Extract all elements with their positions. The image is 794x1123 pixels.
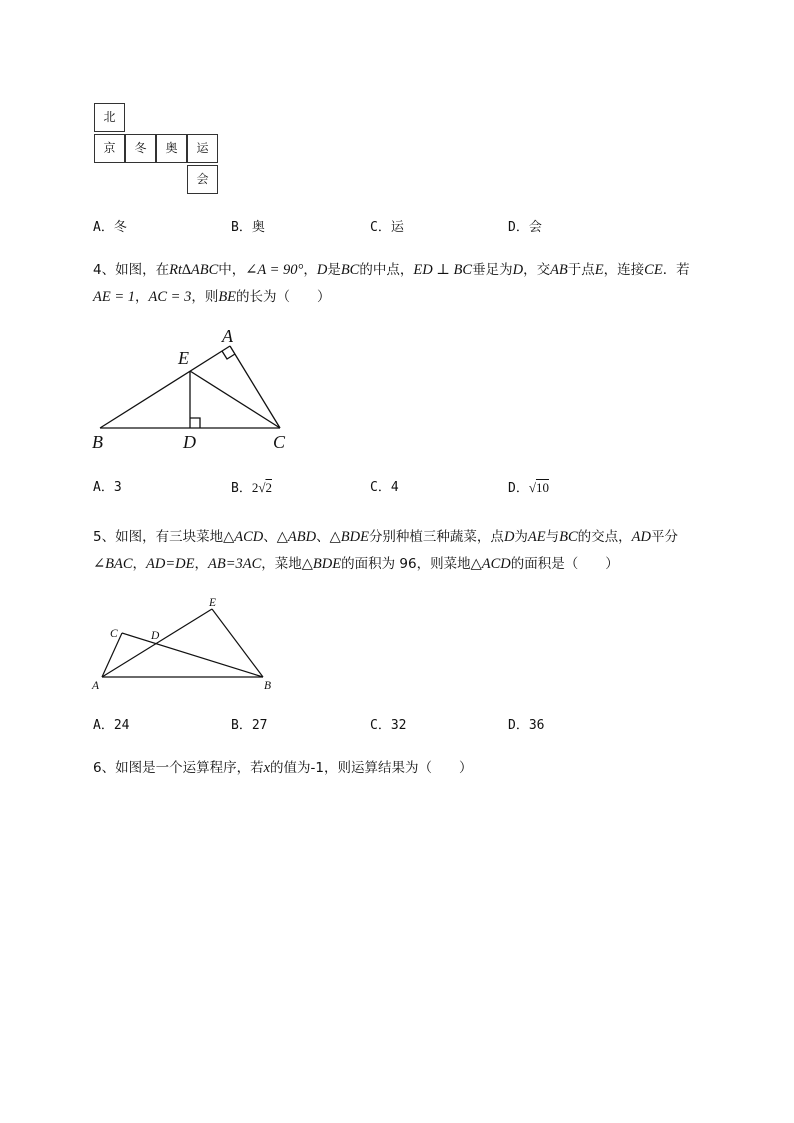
sqrt-sign: √ — [258, 480, 266, 495]
question-number: 6、 — [93, 760, 116, 776]
option-c[interactable]: C．4 — [370, 480, 399, 495]
option-a[interactable]: A．24 — [93, 718, 130, 733]
label-e: E — [209, 597, 217, 609]
option-d[interactable]: D．会 — [508, 220, 542, 235]
segment-ba — [100, 346, 230, 428]
segment-cb — [122, 633, 263, 677]
option-c[interactable]: C．32 — [370, 718, 407, 733]
q4-triangle-figure — [88, 322, 298, 456]
sqrt-sign: √ — [528, 480, 536, 495]
segment-ac — [230, 346, 280, 428]
segment-ec — [190, 371, 280, 428]
segment-eb — [212, 609, 263, 677]
label-d: D — [151, 630, 160, 642]
question-6: 6、如图是一个运算程序，若x的值为-1，则运算结果为（ ） — [93, 760, 473, 776]
label-c: C — [273, 432, 286, 452]
option-b[interactable]: B．27 — [231, 718, 268, 733]
segment-ae — [102, 609, 212, 677]
q5-line-2: ∠BAC，AD=DE，AB=3AC，菜地△BDE的面积为 96，则菜地△ACD的面积是（ ） — [93, 556, 619, 572]
right-angle-mark-d — [190, 418, 200, 428]
net-cell: 北 — [94, 103, 125, 132]
option-d[interactable]: D．√10 — [508, 480, 549, 496]
label-d: D — [183, 432, 196, 452]
label-b: B — [264, 680, 272, 692]
net-cell: 运 — [187, 134, 218, 163]
option-d[interactable]: D．36 — [508, 718, 545, 733]
label-a: A — [222, 326, 233, 346]
net-cell: 奥 — [156, 134, 187, 163]
label-b: B — [92, 432, 103, 452]
question-number: 4、 — [93, 262, 116, 278]
q5-triangle-figure — [88, 593, 288, 693]
option-c[interactable]: C．运 — [370, 220, 404, 235]
net-cell: 冬 — [125, 134, 156, 163]
net-cell: 京 — [94, 134, 125, 163]
option-b[interactable]: B．2√2 — [231, 480, 272, 496]
option-a[interactable]: A．3 — [93, 480, 122, 495]
q5-line-1: 5、如图，有三块菜地△ACD、△ABD、△BDE分别种植三种蔬菜，点D为AE与BC的交点，AD平分 — [93, 529, 679, 545]
option-b[interactable]: B．奥 — [231, 220, 265, 235]
label-e: E — [178, 348, 189, 368]
option-a[interactable]: A．冬 — [93, 220, 127, 235]
label-a: A — [92, 680, 100, 692]
q4-line-1: 4、如图，在Rt∆ABC中，∠A = 90°，D是BC的中点，ED ⊥ BC垂足为D，交AB于点E，连接CE．若 — [93, 262, 690, 278]
question-number: 5、 — [93, 529, 116, 545]
label-c: C — [110, 628, 118, 640]
q4-line-2: AE = 1，AC = 3，则BE的长为（ ） — [93, 289, 331, 305]
net-cell: 会 — [187, 165, 218, 194]
